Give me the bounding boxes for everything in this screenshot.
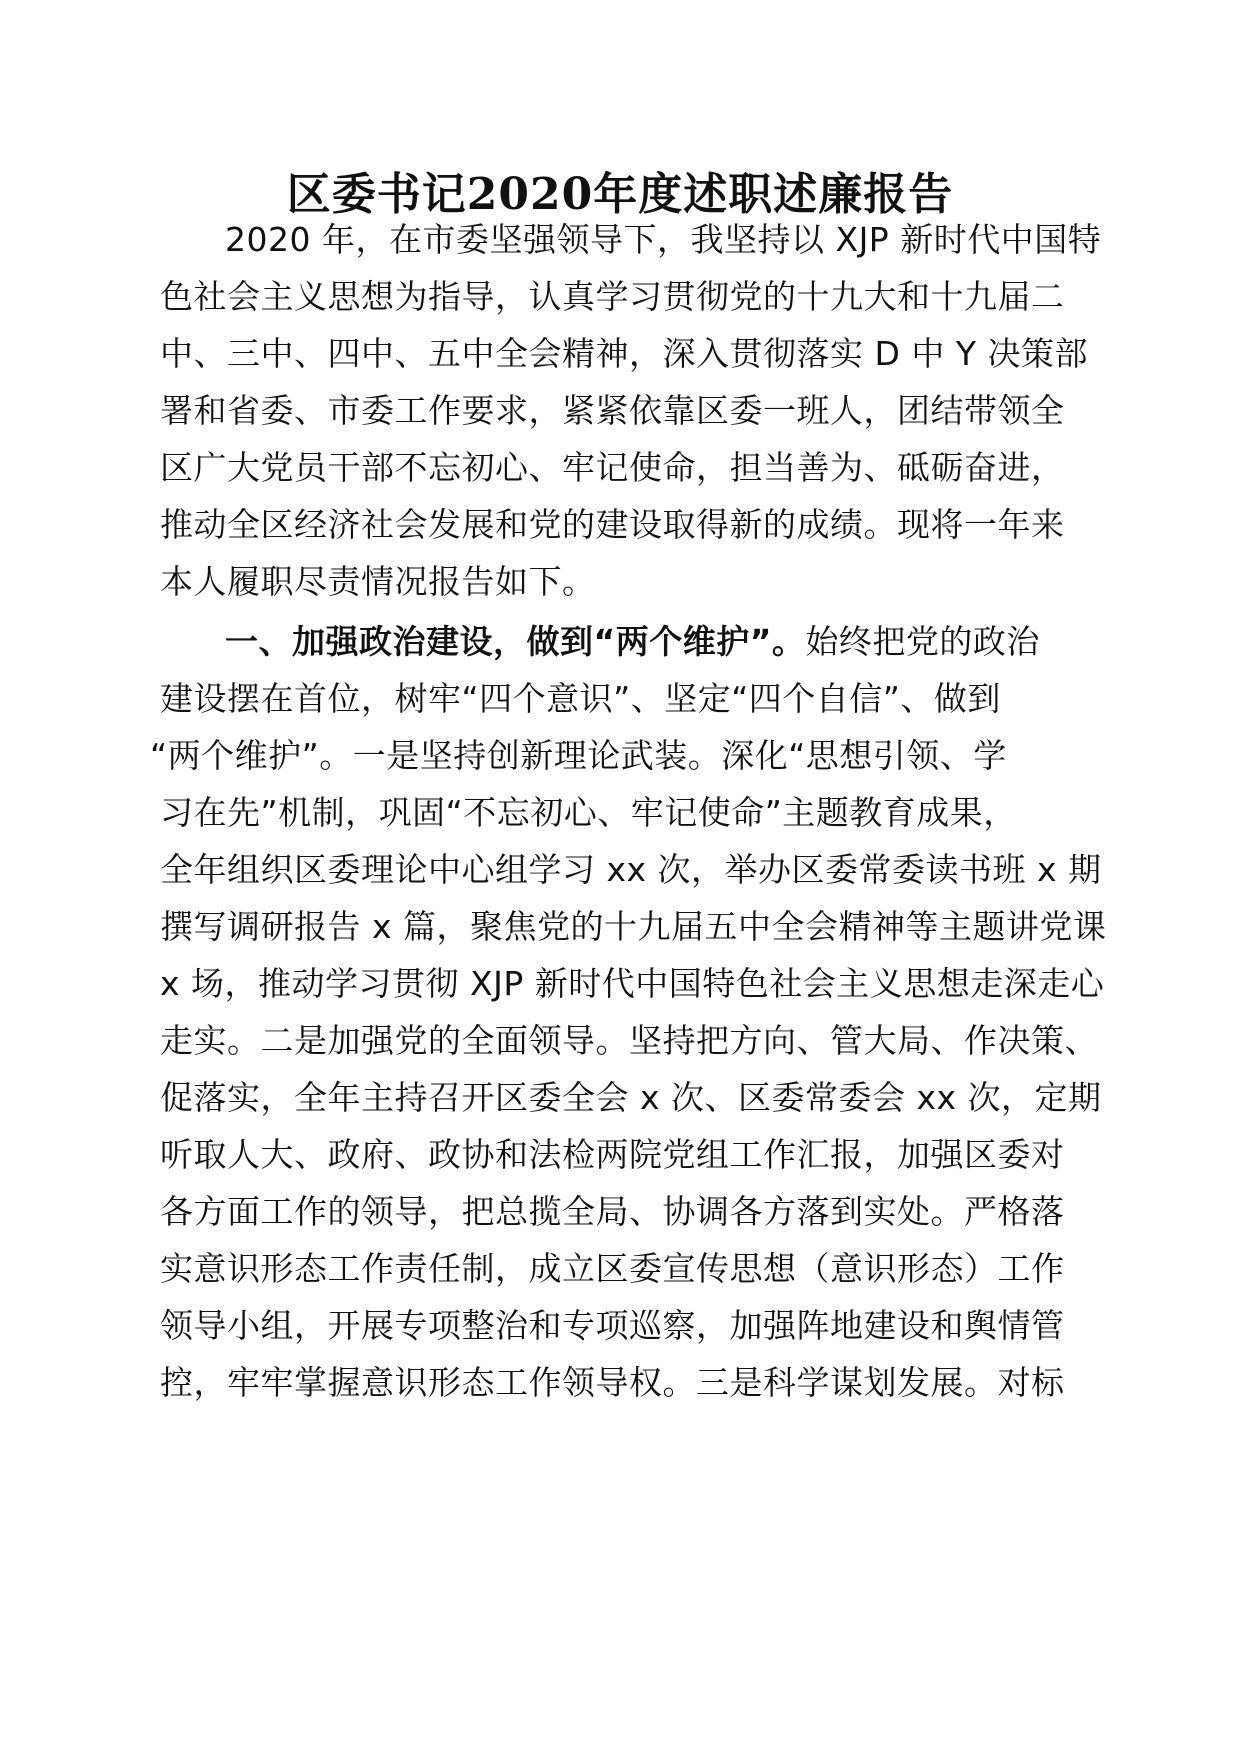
paragraph-2-line-1 (225, 620, 1040, 664)
paragraph-1-line-2: 色社会主义思想为指导，认真学习贯彻党的十九大和十九届二 (160, 277, 1065, 316)
paragraph-2-line-5: 全年组织区委理论中心组学习 xx 次，举办区委常委读书班 x 期 (160, 850, 1102, 889)
paragraph-2-line-2: 建设摆在首位，树牢“四个意识”、坚定“四个自信”、做到 (160, 679, 1001, 718)
paragraph-2-line-7: x 场，推动学习贯彻 XJP 新时代中国特色社会主义思想走深走心 (160, 964, 1105, 1003)
section-heading-continuation: 始终把党的政治 (805, 622, 1040, 661)
paragraph-1-line-3: 中、三中、四中、五中全会精神，深入贯彻落实 D 中 Y 决策部 (160, 334, 1089, 373)
paragraph-1-line-7: 本人履职尽责情况报告如下。 (160, 562, 596, 601)
paragraph-2-line-14: 控，牢牢掌握意识形态工作领导权。三是科学谋划发展。对标 (160, 1363, 1065, 1402)
paragraph-2-line-13: 领导小组，开展专项整治和专项巡察，加强阵地建设和舆情管 (160, 1306, 1065, 1345)
paragraph-2-line-12: 实意识形态工作责任制，成立区委宣传思想（意识形态）工作 (160, 1249, 1065, 1288)
paragraph-2-line-6: 撰写调研报告 x 篇，聚焦党的十九届五中全会精神等主题讲党课 (160, 907, 1107, 946)
paragraph-1-line-6: 推动全区经济社会发展和党的建设取得新的成绩。现将一年来 (160, 505, 1065, 544)
paragraph-2-line-9: 促落实，全年主持召开区委全会 x 次、区委常委会 xx 次，定期 (160, 1078, 1102, 1117)
paragraph-1-line-1: 2020 年，在市委坚强领导下，我坚持以 XJP 新时代中国特 (225, 220, 1102, 259)
paragraph-2-line-11: 各方面工作的领导，把总揽全局、协调各方落到实处。严格落 (160, 1192, 1065, 1231)
paragraph-2-line-3: “两个维护”。一是坚持创新理论武装。深化“思想引领、学 (150, 736, 1007, 775)
paragraph-2-line-4: 习在先”机制，巩固“不忘初心、牢记使命”主题教育成果， (160, 793, 1017, 832)
paragraph-2-line-8: 走实。二是加强党的全面领导。坚持把方向、管大局、作决策、 (160, 1021, 1098, 1060)
paragraph-1-line-5: 区广大党员干部不忘初心、牢记使命，担当善为、砥砺奋进， (160, 448, 1065, 487)
paragraph-2-line-10: 听取人大、政府、政协和法检两院党组工作汇报，加强区委对 (160, 1135, 1065, 1174)
section-heading: 一、加强政治建设，做到“两个维护”。 (225, 622, 806, 661)
document-title: 区委书记2020年度述职述廉报告 (286, 169, 954, 220)
paragraph-1-line-4: 署和省委、市委工作要求，紧紧依靠区委一班人，团结带领全 (160, 391, 1065, 430)
